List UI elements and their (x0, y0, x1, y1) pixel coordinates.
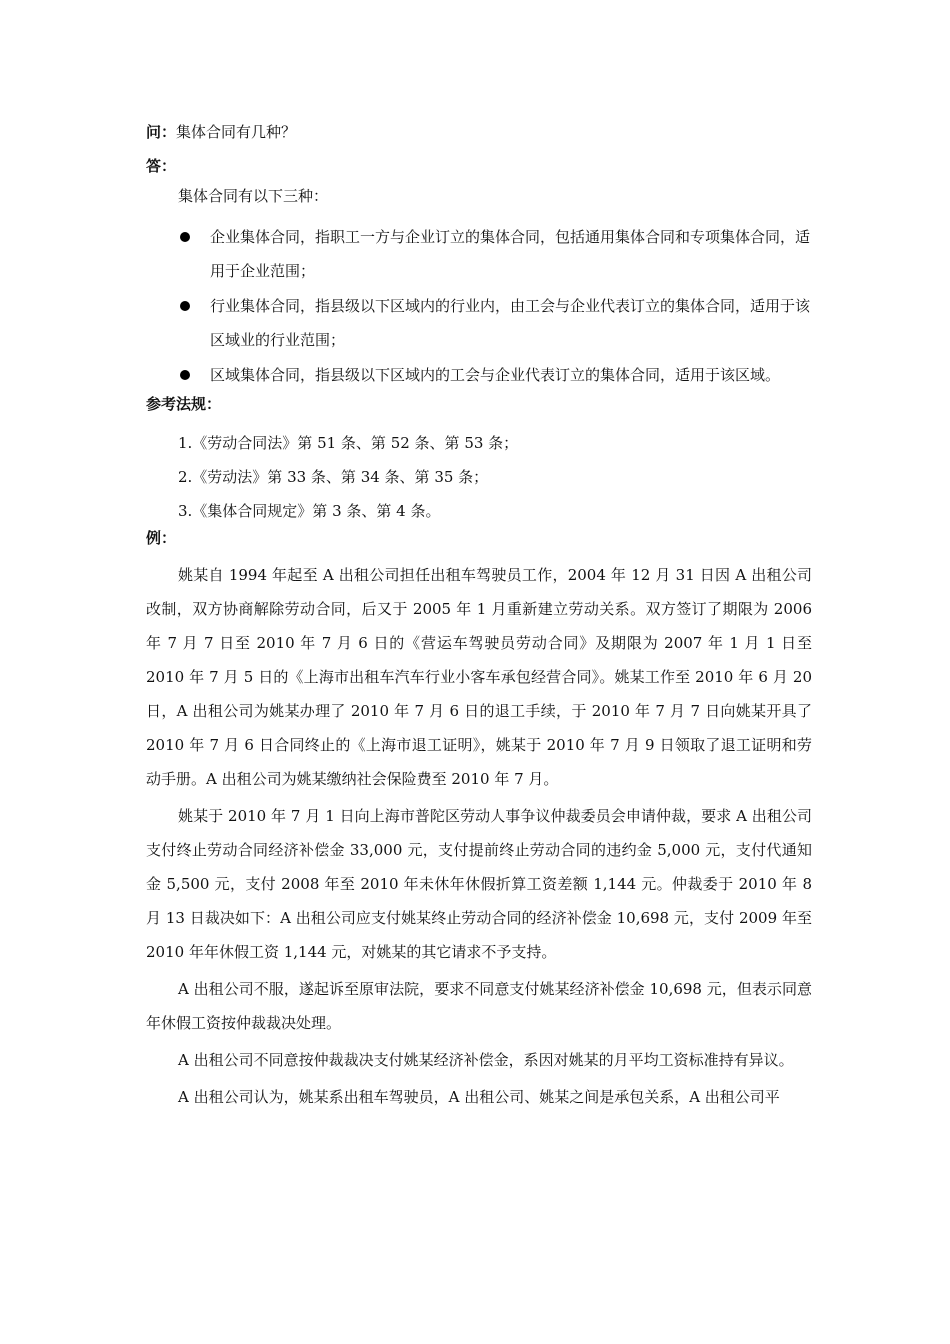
example-paragraph: A 出租公司认为，姚某系出租车驾驶员，A 出租公司、姚某之间是承包关系，A 出租公司平 (178, 1088, 780, 1106)
reference-item: 2.《劳动法》第 33 条、第 34 条、第 35 条； (178, 468, 489, 486)
list-item (146, 289, 812, 357)
contract-type-list (146, 220, 812, 392)
example-paragraph: 姚某自 1994 年起至 A 出租公司担任出租车驾驶员工作，2004 年 12 月 31 日因 A 出租公司改制，双方协商解除劳动合同，后又于 2005 年 1 月重新建立劳动关系。双方签订了期限为 2006 年 7 月 7 日至 2010 年 7 月 6 日的《营运车驾驶员劳动合同》及期限为 2007 年 1 月 1 日至 2010 年 7 月 5 日的《上海市出租车汽车行业小客车承包经营合同》。姚某工作至 2010 年 6 月 20 日，A 出租公司为姚某办理了 2010 年 7 月 6 日的退工手续，于 2010 年 7 月 7 日向姚某开具了 2010 年 7 月 6 日合同终止的《上海市退工证明》，姚某于 2010 年 7 月 9 日领取了退工证明和劳动手册。A 出租公司为姚某缴纳社会保险费至 2010 年 7 月。 (146, 566, 812, 788)
question-line (146, 122, 812, 142)
reference-item: 1.《劳动合同法》第 51 条、第 52 条、第 53 条； (178, 434, 519, 452)
references-label: 参考法规： (146, 395, 222, 413)
example-label: 例： (146, 529, 177, 547)
question-text: 集体合同有几种？ (176, 123, 297, 141)
bullet-icon (180, 370, 190, 380)
list-item (146, 358, 812, 392)
example-paragraph: A 出租公司不服，遂起诉至原审法院，要求不同意支付姚某经济补偿金 10,698 元，但表示同意年休假工资按仲裁裁决处理。 (146, 980, 812, 1032)
example-paragraph: 姚某于 2010 年 7 月 1 日向上海市普陀区劳动人事争议仲裁委员会申请仲裁，要求 A 出租公司支付终止劳动合同经济补偿金 33,000 元，支付提前终止劳动合同的违约金 5,000 元，支付代通知金 5,500 元，支付 2008 年至 2010 年未休年休假折算工资差额 1,144 元。仲裁委于 2010 年 8 月 13 日裁决如下：A 出租公司应支付姚某终止劳动合同的经济补偿金 10,698 元，支付 2009 年至 2010 年年休假工资 1,144 元，对姚某的其它请求不予支持。 (146, 807, 812, 961)
bullet-icon (180, 232, 190, 242)
answer-label: 答： (146, 157, 177, 175)
list-item-text: 企业集体合同，指职工一方与企业订立的集体合同，包括通用集体合同和专项集体合同，适用于企业范围； (210, 228, 811, 280)
document-body (146, 122, 812, 1117)
example-paragraph: A 出租公司不同意按仲裁裁决支付姚某经济补偿金，系因对姚某的月平均工资标准持有异议。 (178, 1051, 794, 1069)
list-item-text: 区域集体合同，指县级以下区域内的工会与企业代表订立的集体合同，适用于该区域。 (210, 366, 781, 384)
bullet-icon (180, 301, 190, 311)
references-list (146, 426, 812, 528)
list-item-text: 行业集体合同，指县级以下区域内的行业内，由工会与企业代表订立的集体合同，适用于该区域业的行业范围； (210, 297, 811, 349)
question-label: 问： (146, 123, 177, 141)
reference-item: 3.《集体合同规定》第 3 条、第 4 条。 (178, 502, 441, 520)
answer-intro: 集体合同有以下三种： (178, 187, 329, 205)
list-item (146, 220, 812, 288)
